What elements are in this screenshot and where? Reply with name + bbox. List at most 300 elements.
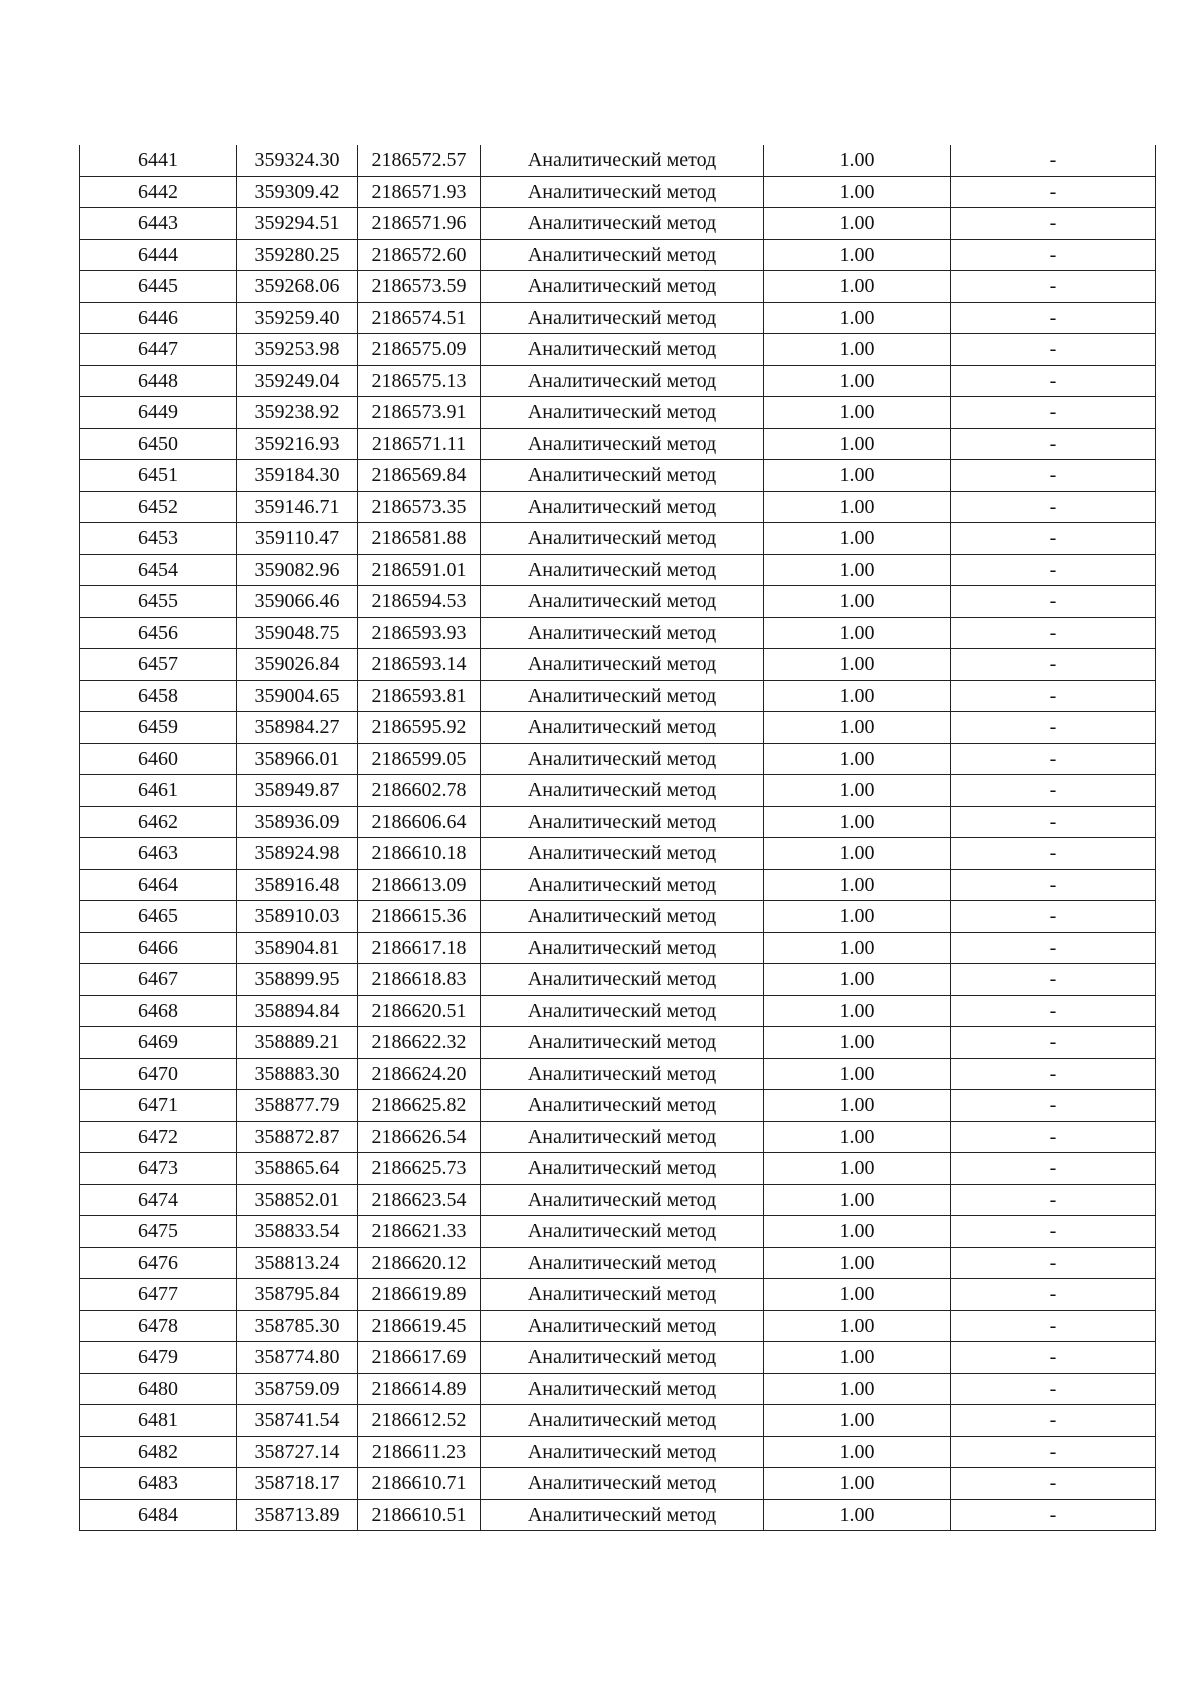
description-cell: - bbox=[951, 365, 1156, 397]
method-cell: Аналитический метод bbox=[481, 995, 764, 1027]
table-row bbox=[80, 649, 1156, 681]
method-cell: Аналитический метод bbox=[481, 397, 764, 429]
y-coordinate-cell: 2186572.60 bbox=[358, 239, 481, 271]
point-number-cell: 6454 bbox=[80, 554, 237, 586]
point-number-cell: 6459 bbox=[80, 712, 237, 744]
accuracy-cell: 1.00 bbox=[764, 1216, 951, 1248]
method-cell: Аналитический метод bbox=[481, 806, 764, 838]
x-coordinate-cell: 358936.09 bbox=[237, 806, 358, 838]
x-coordinate-cell: 358984.27 bbox=[237, 712, 358, 744]
y-coordinate-cell: 2186606.64 bbox=[358, 806, 481, 838]
y-coordinate-cell: 2186619.45 bbox=[358, 1310, 481, 1342]
method-cell: Аналитический метод bbox=[481, 1216, 764, 1248]
x-coordinate-cell: 359238.92 bbox=[237, 397, 358, 429]
accuracy-cell: 1.00 bbox=[764, 680, 951, 712]
accuracy-cell: 1.00 bbox=[764, 775, 951, 807]
method-cell: Аналитический метод bbox=[481, 680, 764, 712]
y-coordinate-cell: 2186613.09 bbox=[358, 869, 481, 901]
accuracy-cell: 1.00 bbox=[764, 712, 951, 744]
point-number-cell: 6462 bbox=[80, 806, 237, 838]
point-number-cell: 6450 bbox=[80, 428, 237, 460]
y-coordinate-cell: 2186620.51 bbox=[358, 995, 481, 1027]
x-coordinate-cell: 358713.89 bbox=[237, 1499, 358, 1531]
accuracy-cell: 1.00 bbox=[764, 964, 951, 996]
point-number-cell: 6478 bbox=[80, 1310, 237, 1342]
y-coordinate-cell: 2186571.93 bbox=[358, 176, 481, 208]
accuracy-cell: 1.00 bbox=[764, 271, 951, 303]
y-coordinate-cell: 2186593.14 bbox=[358, 649, 481, 681]
coordinates-table bbox=[79, 145, 1156, 1531]
method-cell: Аналитический метод bbox=[481, 1499, 764, 1531]
table-row bbox=[80, 712, 1156, 744]
x-coordinate-cell: 359082.96 bbox=[237, 554, 358, 586]
accuracy-cell: 1.00 bbox=[764, 1058, 951, 1090]
x-coordinate-cell: 359004.65 bbox=[237, 680, 358, 712]
x-coordinate-cell: 359253.98 bbox=[237, 334, 358, 366]
method-cell: Аналитический метод bbox=[481, 334, 764, 366]
point-number-cell: 6456 bbox=[80, 617, 237, 649]
point-number-cell: 6482 bbox=[80, 1436, 237, 1468]
accuracy-cell: 1.00 bbox=[764, 649, 951, 681]
x-coordinate-cell: 358916.48 bbox=[237, 869, 358, 901]
y-coordinate-cell: 2186593.93 bbox=[358, 617, 481, 649]
y-coordinate-cell: 2186626.54 bbox=[358, 1121, 481, 1153]
point-number-cell: 6460 bbox=[80, 743, 237, 775]
accuracy-cell: 1.00 bbox=[764, 523, 951, 555]
accuracy-cell: 1.00 bbox=[764, 932, 951, 964]
table-row bbox=[80, 775, 1156, 807]
y-coordinate-cell: 2186610.71 bbox=[358, 1468, 481, 1500]
accuracy-cell: 1.00 bbox=[764, 334, 951, 366]
method-cell: Аналитический метод bbox=[481, 743, 764, 775]
description-cell: - bbox=[951, 1279, 1156, 1311]
accuracy-cell: 1.00 bbox=[764, 1405, 951, 1437]
table-row bbox=[80, 1216, 1156, 1248]
point-number-cell: 6453 bbox=[80, 523, 237, 555]
description-cell: - bbox=[951, 1027, 1156, 1059]
accuracy-cell: 1.00 bbox=[764, 1499, 951, 1531]
method-cell: Аналитический метод bbox=[481, 775, 764, 807]
x-coordinate-cell: 359184.30 bbox=[237, 460, 358, 492]
table-row bbox=[80, 617, 1156, 649]
description-cell: - bbox=[951, 1058, 1156, 1090]
method-cell: Аналитический метод bbox=[481, 1436, 764, 1468]
table-row bbox=[80, 680, 1156, 712]
method-cell: Аналитический метод bbox=[481, 491, 764, 523]
table-row bbox=[80, 869, 1156, 901]
point-number-cell: 6484 bbox=[80, 1499, 237, 1531]
description-cell: - bbox=[951, 901, 1156, 933]
point-number-cell: 6466 bbox=[80, 932, 237, 964]
accuracy-cell: 1.00 bbox=[764, 1247, 951, 1279]
table-row bbox=[80, 365, 1156, 397]
table-row bbox=[80, 901, 1156, 933]
x-coordinate-cell: 359280.25 bbox=[237, 239, 358, 271]
accuracy-cell: 1.00 bbox=[764, 806, 951, 838]
y-coordinate-cell: 2186573.91 bbox=[358, 397, 481, 429]
accuracy-cell: 1.00 bbox=[764, 743, 951, 775]
y-coordinate-cell: 2186573.59 bbox=[358, 271, 481, 303]
y-coordinate-cell: 2186594.53 bbox=[358, 586, 481, 618]
table-row bbox=[80, 397, 1156, 429]
y-coordinate-cell: 2186593.81 bbox=[358, 680, 481, 712]
x-coordinate-cell: 358877.79 bbox=[237, 1090, 358, 1122]
y-coordinate-cell: 2186622.32 bbox=[358, 1027, 481, 1059]
method-cell: Аналитический метод bbox=[481, 145, 764, 176]
accuracy-cell: 1.00 bbox=[764, 1184, 951, 1216]
x-coordinate-cell: 359324.30 bbox=[237, 145, 358, 176]
description-cell: - bbox=[951, 1499, 1156, 1531]
description-cell: - bbox=[951, 1121, 1156, 1153]
method-cell: Аналитический метод bbox=[481, 1058, 764, 1090]
method-cell: Аналитический метод bbox=[481, 428, 764, 460]
accuracy-cell: 1.00 bbox=[764, 1468, 951, 1500]
method-cell: Аналитический метод bbox=[481, 1027, 764, 1059]
accuracy-cell: 1.00 bbox=[764, 1121, 951, 1153]
x-coordinate-cell: 358889.21 bbox=[237, 1027, 358, 1059]
description-cell: - bbox=[951, 743, 1156, 775]
x-coordinate-cell: 358966.01 bbox=[237, 743, 358, 775]
method-cell: Аналитический метод bbox=[481, 1373, 764, 1405]
x-coordinate-cell: 358872.87 bbox=[237, 1121, 358, 1153]
description-cell: - bbox=[951, 806, 1156, 838]
accuracy-cell: 1.00 bbox=[764, 428, 951, 460]
description-cell: - bbox=[951, 838, 1156, 870]
y-coordinate-cell: 2186610.51 bbox=[358, 1499, 481, 1531]
description-cell: - bbox=[951, 775, 1156, 807]
description-cell: - bbox=[951, 1153, 1156, 1185]
x-coordinate-cell: 358774.80 bbox=[237, 1342, 358, 1374]
y-coordinate-cell: 2186625.73 bbox=[358, 1153, 481, 1185]
method-cell: Аналитический метод bbox=[481, 932, 764, 964]
table-row bbox=[80, 428, 1156, 460]
table-row bbox=[80, 964, 1156, 996]
point-number-cell: 6470 bbox=[80, 1058, 237, 1090]
method-cell: Аналитический метод bbox=[481, 554, 764, 586]
y-coordinate-cell: 2186611.23 bbox=[358, 1436, 481, 1468]
point-number-cell: 6452 bbox=[80, 491, 237, 523]
table-row bbox=[80, 176, 1156, 208]
method-cell: Аналитический метод bbox=[481, 712, 764, 744]
description-cell: - bbox=[951, 491, 1156, 523]
point-number-cell: 6461 bbox=[80, 775, 237, 807]
point-number-cell: 6444 bbox=[80, 239, 237, 271]
method-cell: Аналитический метод bbox=[481, 1405, 764, 1437]
accuracy-cell: 1.00 bbox=[764, 586, 951, 618]
y-coordinate-cell: 2186575.13 bbox=[358, 365, 481, 397]
accuracy-cell: 1.00 bbox=[764, 1342, 951, 1374]
accuracy-cell: 1.00 bbox=[764, 145, 951, 176]
x-coordinate-cell: 358741.54 bbox=[237, 1405, 358, 1437]
description-cell: - bbox=[951, 712, 1156, 744]
table-row bbox=[80, 806, 1156, 838]
method-cell: Аналитический метод bbox=[481, 1184, 764, 1216]
description-cell: - bbox=[951, 302, 1156, 334]
accuracy-cell: 1.00 bbox=[764, 460, 951, 492]
y-coordinate-cell: 2186602.78 bbox=[358, 775, 481, 807]
method-cell: Аналитический метод bbox=[481, 1468, 764, 1500]
point-number-cell: 6480 bbox=[80, 1373, 237, 1405]
accuracy-cell: 1.00 bbox=[764, 239, 951, 271]
description-cell: - bbox=[951, 1436, 1156, 1468]
method-cell: Аналитический метод bbox=[481, 1279, 764, 1311]
point-number-cell: 6449 bbox=[80, 397, 237, 429]
accuracy-cell: 1.00 bbox=[764, 176, 951, 208]
description-cell: - bbox=[951, 397, 1156, 429]
point-number-cell: 6441 bbox=[80, 145, 237, 176]
accuracy-cell: 1.00 bbox=[764, 838, 951, 870]
table-row bbox=[80, 1058, 1156, 1090]
y-coordinate-cell: 2186615.36 bbox=[358, 901, 481, 933]
y-coordinate-cell: 2186574.51 bbox=[358, 302, 481, 334]
table-row bbox=[80, 523, 1156, 555]
point-number-cell: 6475 bbox=[80, 1216, 237, 1248]
x-coordinate-cell: 358718.17 bbox=[237, 1468, 358, 1500]
table-row bbox=[80, 1121, 1156, 1153]
description-cell: - bbox=[951, 1090, 1156, 1122]
table-row bbox=[80, 1436, 1156, 1468]
x-coordinate-cell: 359216.93 bbox=[237, 428, 358, 460]
point-number-cell: 6474 bbox=[80, 1184, 237, 1216]
accuracy-cell: 1.00 bbox=[764, 1373, 951, 1405]
point-number-cell: 6473 bbox=[80, 1153, 237, 1185]
description-cell: - bbox=[951, 1216, 1156, 1248]
x-coordinate-cell: 358894.84 bbox=[237, 995, 358, 1027]
table-row bbox=[80, 1027, 1156, 1059]
point-number-cell: 6477 bbox=[80, 1279, 237, 1311]
x-coordinate-cell: 359309.42 bbox=[237, 176, 358, 208]
x-coordinate-cell: 359249.04 bbox=[237, 365, 358, 397]
y-coordinate-cell: 2186614.89 bbox=[358, 1373, 481, 1405]
point-number-cell: 6445 bbox=[80, 271, 237, 303]
method-cell: Аналитический метод bbox=[481, 208, 764, 240]
table-row bbox=[80, 1373, 1156, 1405]
accuracy-cell: 1.00 bbox=[764, 617, 951, 649]
description-cell: - bbox=[951, 932, 1156, 964]
y-coordinate-cell: 2186571.96 bbox=[358, 208, 481, 240]
y-coordinate-cell: 2186581.88 bbox=[358, 523, 481, 555]
description-cell: - bbox=[951, 1247, 1156, 1279]
x-coordinate-cell: 358924.98 bbox=[237, 838, 358, 870]
description-cell: - bbox=[951, 680, 1156, 712]
method-cell: Аналитический метод bbox=[481, 838, 764, 870]
table-row bbox=[80, 586, 1156, 618]
method-cell: Аналитический метод bbox=[481, 302, 764, 334]
accuracy-cell: 1.00 bbox=[764, 995, 951, 1027]
table-row bbox=[80, 1468, 1156, 1500]
accuracy-cell: 1.00 bbox=[764, 554, 951, 586]
y-coordinate-cell: 2186599.05 bbox=[358, 743, 481, 775]
method-cell: Аналитический метод bbox=[481, 1121, 764, 1153]
x-coordinate-cell: 359259.40 bbox=[237, 302, 358, 334]
x-coordinate-cell: 358949.87 bbox=[237, 775, 358, 807]
x-coordinate-cell: 358904.81 bbox=[237, 932, 358, 964]
method-cell: Аналитический метод bbox=[481, 1090, 764, 1122]
table-row bbox=[80, 334, 1156, 366]
x-coordinate-cell: 358852.01 bbox=[237, 1184, 358, 1216]
table-row bbox=[80, 1499, 1156, 1531]
x-coordinate-cell: 358899.95 bbox=[237, 964, 358, 996]
table-row bbox=[80, 1405, 1156, 1437]
method-cell: Аналитический метод bbox=[481, 523, 764, 555]
y-coordinate-cell: 2186595.92 bbox=[358, 712, 481, 744]
x-coordinate-cell: 359294.51 bbox=[237, 208, 358, 240]
x-coordinate-cell: 358759.09 bbox=[237, 1373, 358, 1405]
table-row bbox=[80, 145, 1156, 176]
y-coordinate-cell: 2186569.84 bbox=[358, 460, 481, 492]
description-cell: - bbox=[951, 554, 1156, 586]
accuracy-cell: 1.00 bbox=[764, 397, 951, 429]
method-cell: Аналитический метод bbox=[481, 617, 764, 649]
description-cell: - bbox=[951, 1405, 1156, 1437]
table-row bbox=[80, 1090, 1156, 1122]
x-coordinate-cell: 358785.30 bbox=[237, 1310, 358, 1342]
description-cell: - bbox=[951, 239, 1156, 271]
point-number-cell: 6472 bbox=[80, 1121, 237, 1153]
x-coordinate-cell: 359110.47 bbox=[237, 523, 358, 555]
point-number-cell: 6479 bbox=[80, 1342, 237, 1374]
accuracy-cell: 1.00 bbox=[764, 1310, 951, 1342]
point-number-cell: 6463 bbox=[80, 838, 237, 870]
table-row bbox=[80, 239, 1156, 271]
description-cell: - bbox=[951, 460, 1156, 492]
point-number-cell: 6457 bbox=[80, 649, 237, 681]
description-cell: - bbox=[951, 208, 1156, 240]
table-row bbox=[80, 932, 1156, 964]
table-row bbox=[80, 1342, 1156, 1374]
point-number-cell: 6458 bbox=[80, 680, 237, 712]
method-cell: Аналитический метод bbox=[481, 964, 764, 996]
x-coordinate-cell: 359026.84 bbox=[237, 649, 358, 681]
x-coordinate-cell: 358833.54 bbox=[237, 1216, 358, 1248]
y-coordinate-cell: 2186617.18 bbox=[358, 932, 481, 964]
x-coordinate-cell: 358727.14 bbox=[237, 1436, 358, 1468]
method-cell: Аналитический метод bbox=[481, 649, 764, 681]
point-number-cell: 6483 bbox=[80, 1468, 237, 1500]
method-cell: Аналитический метод bbox=[481, 1153, 764, 1185]
table-row bbox=[80, 1279, 1156, 1311]
point-number-cell: 6469 bbox=[80, 1027, 237, 1059]
point-number-cell: 6442 bbox=[80, 176, 237, 208]
y-coordinate-cell: 2186620.12 bbox=[358, 1247, 481, 1279]
y-coordinate-cell: 2186625.82 bbox=[358, 1090, 481, 1122]
method-cell: Аналитический метод bbox=[481, 586, 764, 618]
table-row bbox=[80, 554, 1156, 586]
accuracy-cell: 1.00 bbox=[764, 302, 951, 334]
method-cell: Аналитический метод bbox=[481, 1342, 764, 1374]
point-number-cell: 6467 bbox=[80, 964, 237, 996]
y-coordinate-cell: 2186619.89 bbox=[358, 1279, 481, 1311]
point-number-cell: 6471 bbox=[80, 1090, 237, 1122]
table-row bbox=[80, 1247, 1156, 1279]
y-coordinate-cell: 2186623.54 bbox=[358, 1184, 481, 1216]
x-coordinate-cell: 359268.06 bbox=[237, 271, 358, 303]
y-coordinate-cell: 2186571.11 bbox=[358, 428, 481, 460]
table-row bbox=[80, 838, 1156, 870]
description-cell: - bbox=[951, 523, 1156, 555]
table-row bbox=[80, 460, 1156, 492]
description-cell: - bbox=[951, 617, 1156, 649]
point-number-cell: 6468 bbox=[80, 995, 237, 1027]
table-row bbox=[80, 302, 1156, 334]
description-cell: - bbox=[951, 1373, 1156, 1405]
accuracy-cell: 1.00 bbox=[764, 869, 951, 901]
accuracy-cell: 1.00 bbox=[764, 1090, 951, 1122]
y-coordinate-cell: 2186591.01 bbox=[358, 554, 481, 586]
table-row bbox=[80, 491, 1156, 523]
x-coordinate-cell: 358910.03 bbox=[237, 901, 358, 933]
accuracy-cell: 1.00 bbox=[764, 365, 951, 397]
method-cell: Аналитический метод bbox=[481, 176, 764, 208]
point-number-cell: 6464 bbox=[80, 869, 237, 901]
description-cell: - bbox=[951, 995, 1156, 1027]
table-row bbox=[80, 1184, 1156, 1216]
accuracy-cell: 1.00 bbox=[764, 491, 951, 523]
accuracy-cell: 1.00 bbox=[764, 1027, 951, 1059]
method-cell: Аналитический метод bbox=[481, 1310, 764, 1342]
y-coordinate-cell: 2186610.18 bbox=[358, 838, 481, 870]
method-cell: Аналитический метод bbox=[481, 365, 764, 397]
x-coordinate-cell: 358865.64 bbox=[237, 1153, 358, 1185]
point-number-cell: 6455 bbox=[80, 586, 237, 618]
method-cell: Аналитический метод bbox=[481, 239, 764, 271]
description-cell: - bbox=[951, 1342, 1156, 1374]
table-row bbox=[80, 995, 1156, 1027]
description-cell: - bbox=[951, 1468, 1156, 1500]
y-coordinate-cell: 2186621.33 bbox=[358, 1216, 481, 1248]
description-cell: - bbox=[951, 428, 1156, 460]
description-cell: - bbox=[951, 1310, 1156, 1342]
description-cell: - bbox=[951, 1184, 1156, 1216]
method-cell: Аналитический метод bbox=[481, 460, 764, 492]
table-row bbox=[80, 743, 1156, 775]
point-number-cell: 6448 bbox=[80, 365, 237, 397]
y-coordinate-cell: 2186624.20 bbox=[358, 1058, 481, 1090]
method-cell: Аналитический метод bbox=[481, 869, 764, 901]
description-cell: - bbox=[951, 586, 1156, 618]
method-cell: Аналитический метод bbox=[481, 271, 764, 303]
point-number-cell: 6447 bbox=[80, 334, 237, 366]
table-row bbox=[80, 208, 1156, 240]
point-number-cell: 6446 bbox=[80, 302, 237, 334]
x-coordinate-cell: 359146.71 bbox=[237, 491, 358, 523]
y-coordinate-cell: 2186618.83 bbox=[358, 964, 481, 996]
description-cell: - bbox=[951, 869, 1156, 901]
y-coordinate-cell: 2186617.69 bbox=[358, 1342, 481, 1374]
description-cell: - bbox=[951, 334, 1156, 366]
y-coordinate-cell: 2186573.35 bbox=[358, 491, 481, 523]
y-coordinate-cell: 2186575.09 bbox=[358, 334, 481, 366]
accuracy-cell: 1.00 bbox=[764, 1436, 951, 1468]
y-coordinate-cell: 2186572.57 bbox=[358, 145, 481, 176]
table-row bbox=[80, 271, 1156, 303]
coordinates-table-body bbox=[80, 145, 1156, 1531]
x-coordinate-cell: 358795.84 bbox=[237, 1279, 358, 1311]
point-number-cell: 6481 bbox=[80, 1405, 237, 1437]
method-cell: Аналитический метод bbox=[481, 1247, 764, 1279]
x-coordinate-cell: 359048.75 bbox=[237, 617, 358, 649]
accuracy-cell: 1.00 bbox=[764, 1153, 951, 1185]
table-row bbox=[80, 1153, 1156, 1185]
point-number-cell: 6465 bbox=[80, 901, 237, 933]
point-number-cell: 6443 bbox=[80, 208, 237, 240]
y-coordinate-cell: 2186612.52 bbox=[358, 1405, 481, 1437]
x-coordinate-cell: 358813.24 bbox=[237, 1247, 358, 1279]
point-number-cell: 6451 bbox=[80, 460, 237, 492]
accuracy-cell: 1.00 bbox=[764, 208, 951, 240]
accuracy-cell: 1.00 bbox=[764, 901, 951, 933]
table-row bbox=[80, 1310, 1156, 1342]
